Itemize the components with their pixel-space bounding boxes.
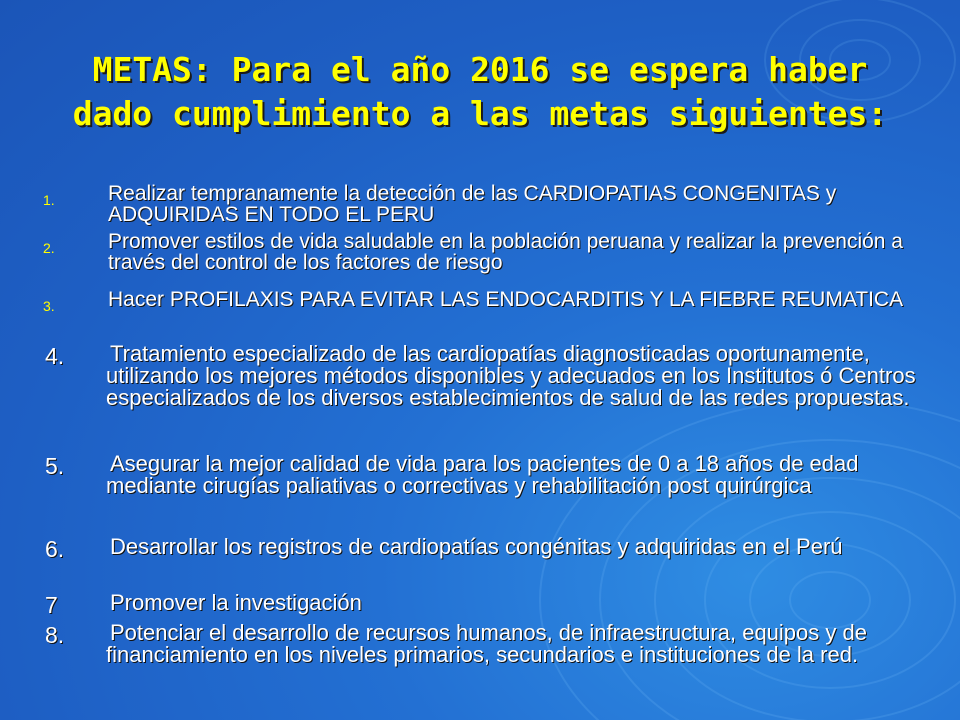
goal-number: 5.	[45, 453, 65, 479]
title-line-1: METAS: Para el año 2016 se espera haber	[92, 50, 868, 89]
goal-text: Promover la investigación	[110, 590, 362, 615]
goal-item-8	[40, 622, 940, 702]
goal-number: 6.	[45, 536, 65, 562]
goal-number: 3.	[43, 298, 55, 314]
goal-number: 1.	[43, 192, 55, 208]
goal-number: 8.	[45, 622, 65, 648]
title-line-2: dado cumplimiento a las metas siguientes:	[72, 94, 888, 133]
goal-text: Tratamiento especializado de las cardiopatías diagnosticadas oportunamente, utilizando los mejores métodos disponibles y adecuados en los Institutos ó Centros especializados de los diversos establecimientos de salud de las redes propuestas.	[106, 341, 916, 410]
goal-item-2	[40, 231, 940, 289]
slide-title	[40, 48, 920, 136]
goal-item-1	[40, 183, 940, 231]
goal-number: 7	[45, 592, 58, 618]
goal-item-6	[40, 536, 940, 592]
goal-number: 2.	[43, 240, 55, 256]
goal-text: Asegurar la mejor calidad de vida para los pacientes de 0 a 18 años de edad mediante cirugías paliativas o correctivas y rehabilitación post quirúrgica	[106, 451, 859, 498]
goal-number: 4.	[45, 343, 65, 369]
goal-item-3	[40, 289, 940, 343]
goals-list	[40, 183, 940, 702]
goal-item-4	[40, 343, 940, 453]
goal-text: Desarrollar los registros de cardiopatías congénitas y adquiridas en el Perú	[110, 534, 843, 559]
goal-item-7	[40, 592, 940, 622]
goal-text: Promover estilos de vida saludable en la población peruana y realizar la prevención a través del control de los factores de riesgo	[108, 230, 903, 274]
goal-text: Realizar tempranamente la detección de las CARDIOPATIAS CONGENITAS y ADQUIRIDAS EN TODO EL PERU	[108, 182, 837, 226]
goal-item-5	[40, 453, 940, 536]
goal-text: Potenciar el desarrollo de recursos humanos, de infraestructura, equipos y de financiamiento en los niveles primarios, secundarios e instituciones de la red.	[106, 620, 867, 667]
goal-text: Hacer PROFILAXIS PARA EVITAR LAS ENDOCARDITIS Y LA FIEBRE REUMATICA	[108, 288, 904, 311]
